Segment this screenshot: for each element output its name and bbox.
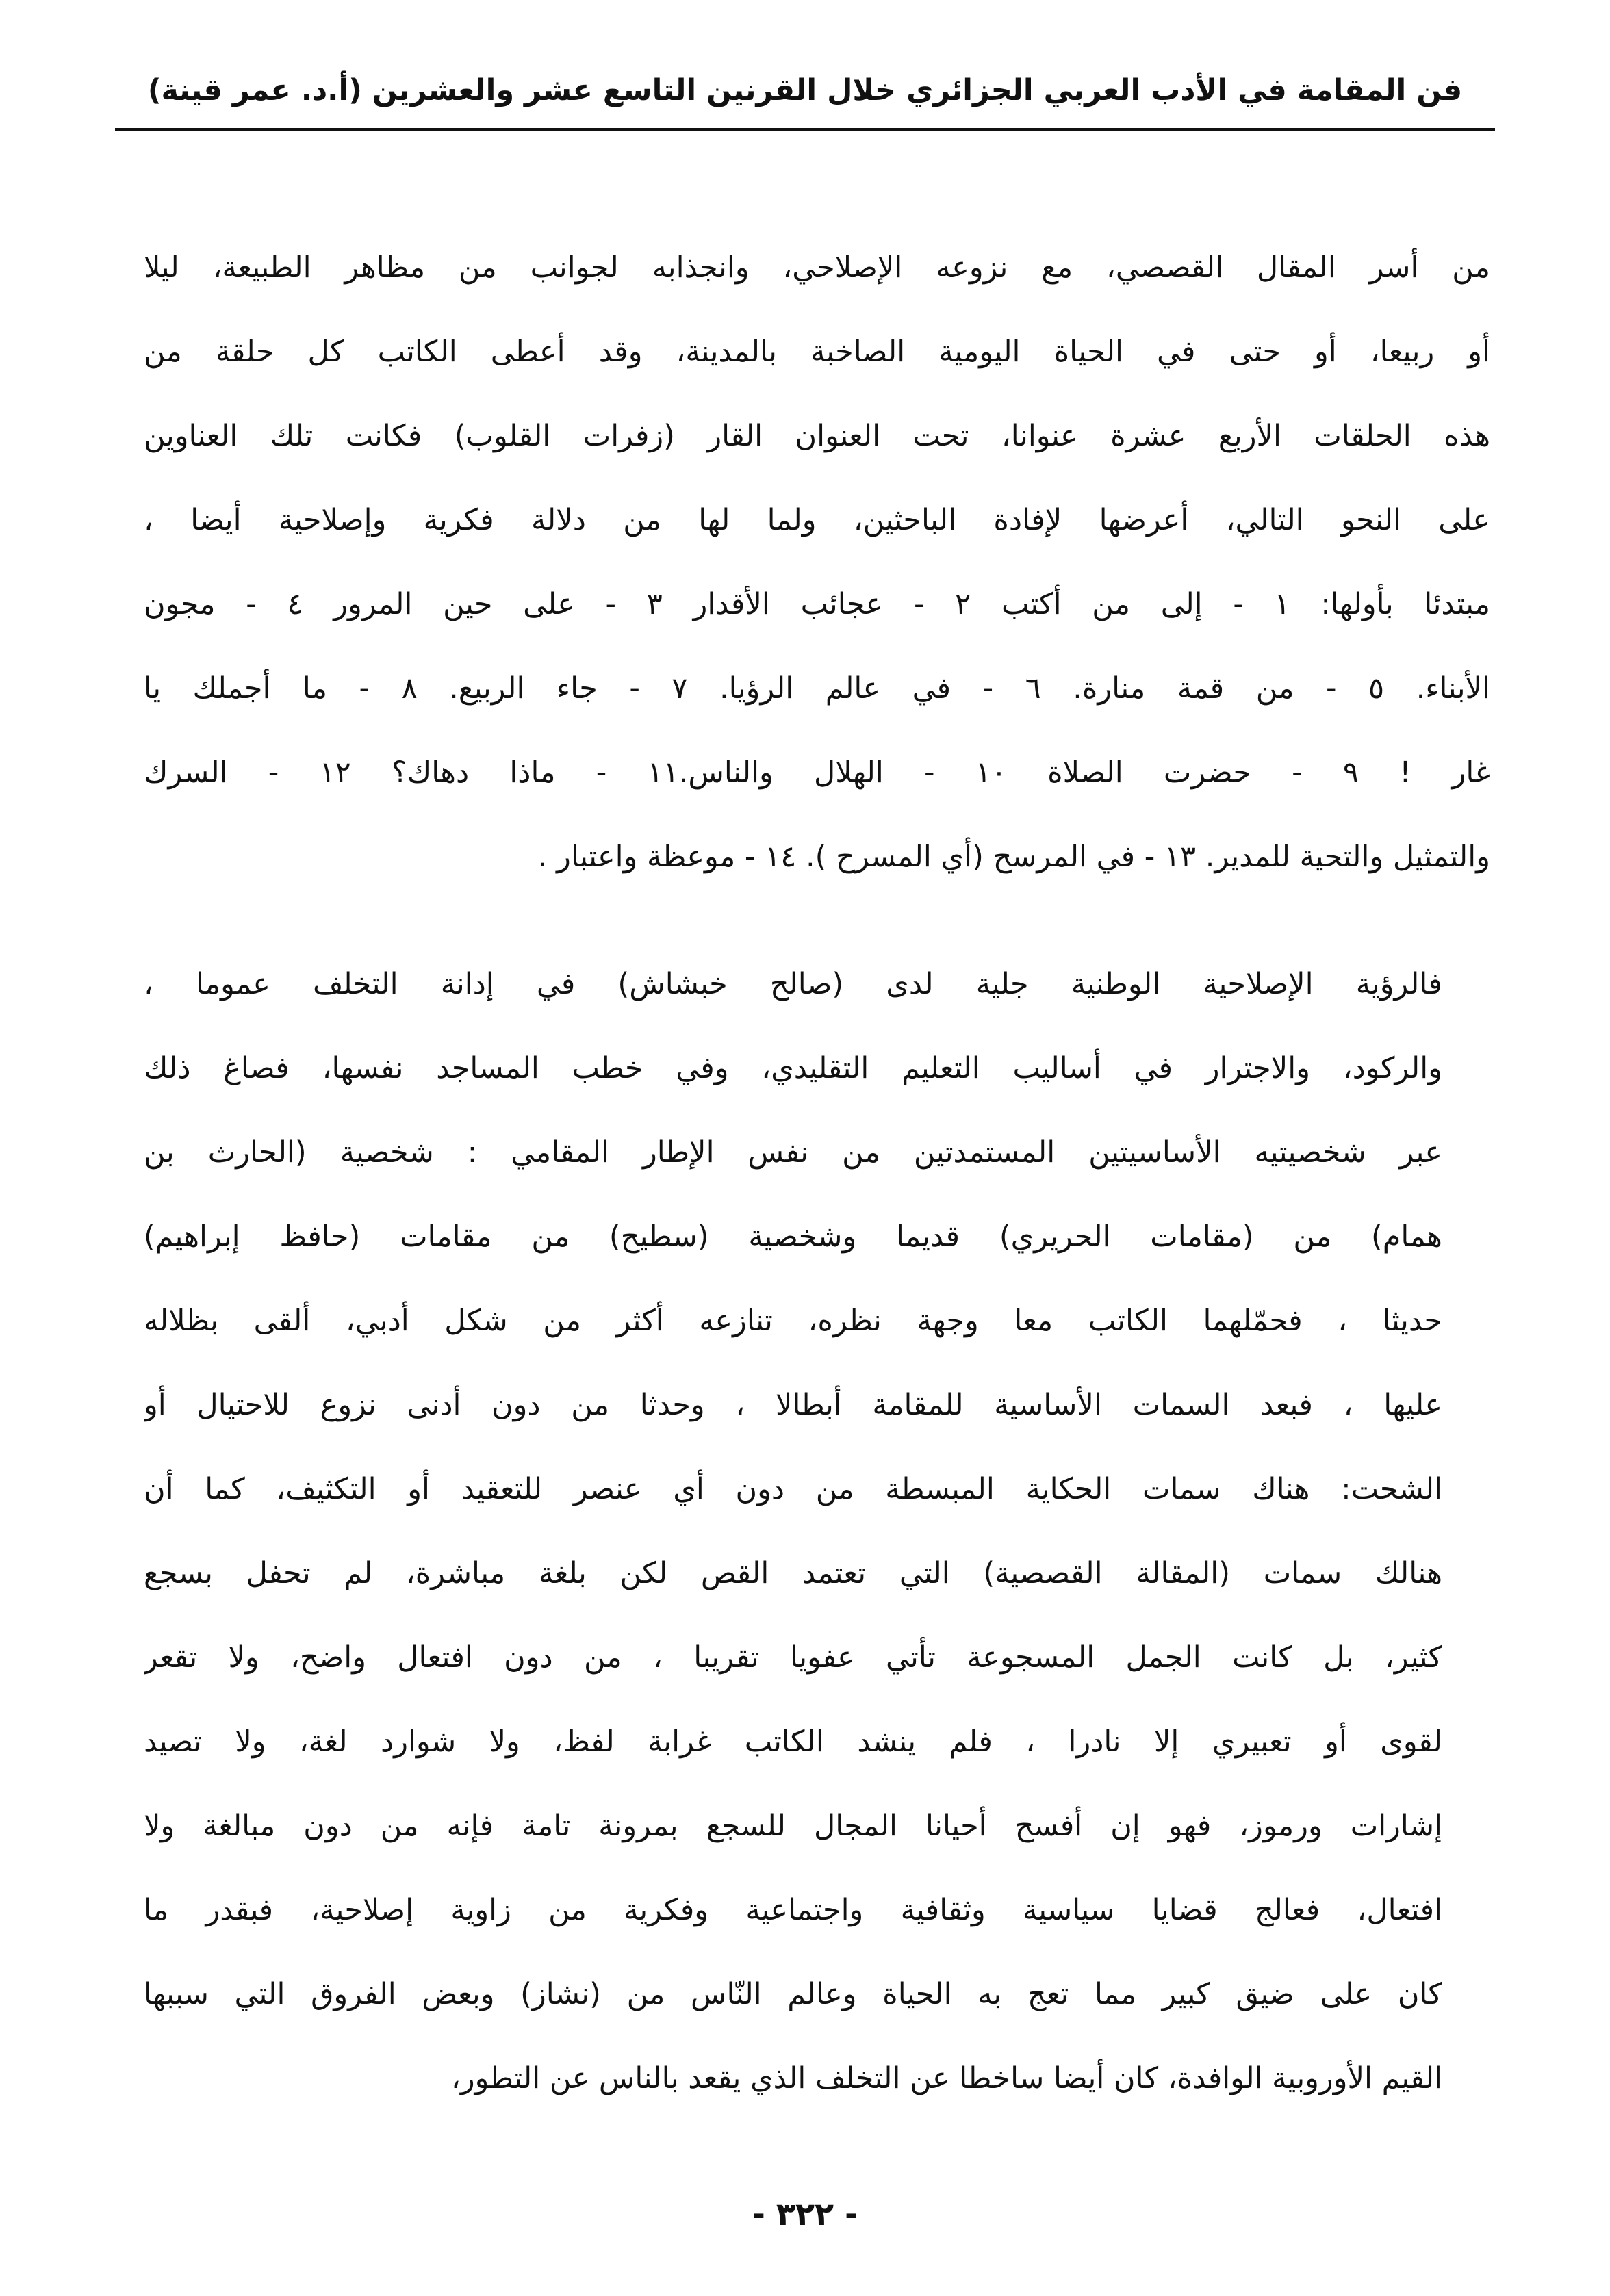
header-rule (115, 128, 1495, 131)
text-line: هنالك سمات (المقالة القصصية) التي تعتمد القص لكن بلغة مباشرة، لم تحفل بسجع (144, 1556, 1442, 1590)
page-body (144, 226, 1490, 2121)
text-line: أو ربيعا، أو حتى في الحياة اليومية الصاخبة بالمدينة، وقد أعطى الكاتب كل حلقة من (144, 335, 1490, 369)
text-line: من أسر المقال القصصي، مع نزوعه الإصلاحي، وانجذابه لجوانب من مظاهر الطبيعة، ليلا (144, 250, 1490, 285)
text-line: الشحت: هناك سمات الحكاية المبسطة من دون أي عنصر للتعقيد أو التكثيف، كما أن (144, 1472, 1442, 1506)
text-line: فالرؤية الإصلاحية الوطنية جلية لدى (صالح خبشاش) في إدانة التخلف عموما ، (144, 967, 1442, 1001)
paragraph-2 (144, 942, 1490, 2121)
paragraph-1 (144, 226, 1490, 899)
text-line: كان على ضيق كبير مما تعج به الحياة وعالم النّاس من (نشاز) وبعض الفروق التي سببها (144, 1977, 1442, 2011)
text-line: مبتدئا بأولها: ١ - إلى من أكتب ٢ - عجائب الأقدار ٣ - على حين المرور ٤ - مجون (144, 587, 1490, 621)
text-line: والتمثيل والتحية للمدير. ١٣ - في المرسح (أي المسرح ). ١٤ - موعظة واعتبار . (537, 840, 1490, 874)
text-line: عليها ، فبعد السمات الأساسية للمقامة أبطالا ، وحدثا من دون أدنى نزوع للاحتيال أو (144, 1388, 1442, 1422)
text-line: على النحو التالي، أعرضها لإفادة الباحثين، ولما لها من دلالة فكرية وإصلاحية أيضا ، (144, 503, 1490, 537)
text-line: افتعال، فعالج قضايا سياسية وثقافية واجتماعية وفكرية من زاوية إصلاحية، فبقدر ما (144, 1893, 1442, 1927)
text-line: همام) من (مقامات الحريري) قديما وشخصية (سطيح) من مقامات (حافظ إبراهيم) (144, 1220, 1442, 1254)
text-line: القيم الأوروبية الوافدة، كان أيضا ساخطا عن التخلف الذي يقعد بالناس عن التطور، (451, 2061, 1442, 2095)
text-line: إشارات ورموز، فهو إن أفسح أحيانا المجال للسجع بمرونة تامة فإنه من دون مبالغة ولا (144, 1809, 1442, 1843)
text-line: لقوى أو تعبيري إلا نادرا ، فلم ينشد الكاتب غرابة لفظ، ولا شوارد لغة، ولا تصيد (144, 1725, 1442, 1759)
text-line: عبر شخصيتيه الأساسيتين المستمدتين من نفس الإطار المقامي : شخصية (الحارث بن (144, 1135, 1442, 1170)
text-line: حديثا ، فحمّلهما الكاتب معا وجهة نظره، تنازعه أكثر من شكل أدبي، ألقى بظلاله (144, 1304, 1442, 1338)
text-line: والركود، والاجترار في أساليب التعليم التقليدي، وفي خطب المساجد نفسها، فصاغ ذلك (144, 1051, 1442, 1085)
running-header: فن المقامة في الأدب العربي الجزائري خلال القرنين التاسع عشر والعشرين (أ.د. عمر قينة) (147, 73, 1463, 107)
text-line: الأبناء. ٥ - من قمة منارة. ٦ - في عالم الرؤيا. ٧ - جاء الربيع. ٨ - ما أجملك يا (144, 671, 1490, 706)
text-line: غار ! ٩ - حضرت الصلاة ١٠ - الهلال والناس.١١ - ماذا دهاك؟ ١٢ - السرك (144, 756, 1490, 790)
page-number: - ٣٢٢ - (752, 2195, 858, 2232)
text-line: هذه الحلقات الأربع عشرة عنوانا، تحت العنوان القار (زفرات القلوب) فكانت تلك العناوين (144, 419, 1490, 453)
text-line: كثير، بل كانت الجمل المسجوعة تأتي عفويا تقريبا ، من دون افتعال واضح، ولا تقعر (144, 1640, 1442, 1675)
